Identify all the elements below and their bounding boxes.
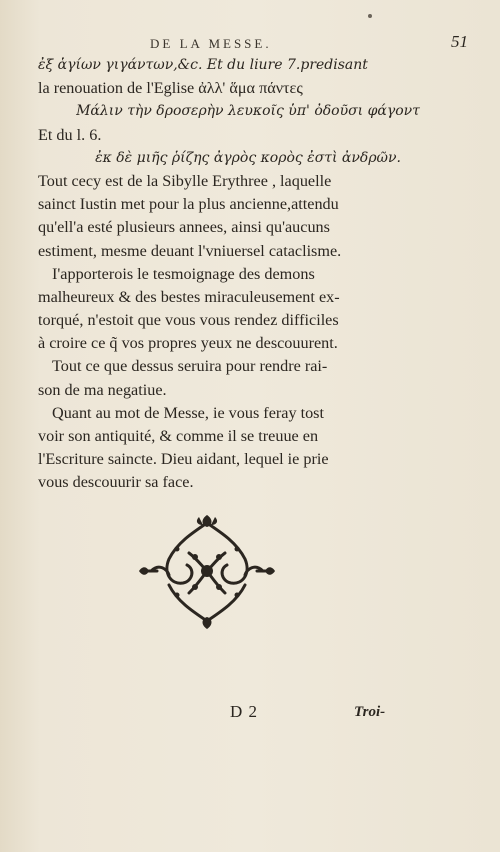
running-head: DE LA MESSE.: [150, 36, 272, 51]
text-line: ἐκ δὲ μιῆς ῥίζης ἀγρὸς κορὸς ἐστὶ ἀνδρῶν.: [95, 149, 401, 166]
text-line: torqué, n'estoit que vous vous rendez difficiles: [38, 311, 339, 330]
text-line: Μάλιν τὴν δροσερὴν λευκοῖς ὑπ' ὀδοῦσι φάγοντ: [76, 103, 420, 120]
fleuron-ornament-icon: [137, 513, 277, 631]
text-line: l'Escriture saincte. Dieu aidant, lequel ie prie: [38, 450, 329, 469]
text-line: Tout cecy est de la Sibylle Erythree , laquelle: [38, 171, 332, 190]
ink-speck: [368, 14, 372, 18]
body-text: [38, 54, 458, 495]
text-line: vous descouurir sa face.: [38, 473, 194, 492]
text-line: estiment, mesme deuant l'vniuersel cataclisme.: [38, 241, 342, 260]
text-line: qu'ell'a esté plusieurs annees, ainsi qu'aucuns: [38, 218, 330, 237]
page-number: 51: [451, 32, 468, 51]
text-line: Et du l. 6.: [38, 125, 102, 144]
text-line: à croire ce q̃ vos propres yeux ne descouurent.: [38, 334, 338, 353]
text-line: I'apporterois le tesmoignage des demons: [52, 264, 315, 283]
text-line: Tout ce que dessus seruira pour rendre rai-: [52, 357, 328, 376]
text-line: la renouation de l'Eglise ἀλλ' ἅμα πάντες: [38, 79, 303, 98]
text-line: Quant au mot de Messe, ie vous feray tost: [52, 403, 324, 422]
text-line: sainct Iustin met pour la plus ancienne,attendu: [38, 195, 339, 214]
signature-mark: D 2: [230, 702, 259, 721]
text-line: malheureux & des bestes miraculeusement ex-: [38, 287, 340, 306]
text-line: son de ma negatiue.: [38, 380, 167, 399]
text-line: ἐξ ἁγίων γιγάντων,&c. Et du liure 7.predisant: [38, 57, 368, 73]
text-line: voir son antiquité, & comme il se treuue en: [38, 427, 319, 445]
catchword: Troi-: [354, 704, 386, 720]
